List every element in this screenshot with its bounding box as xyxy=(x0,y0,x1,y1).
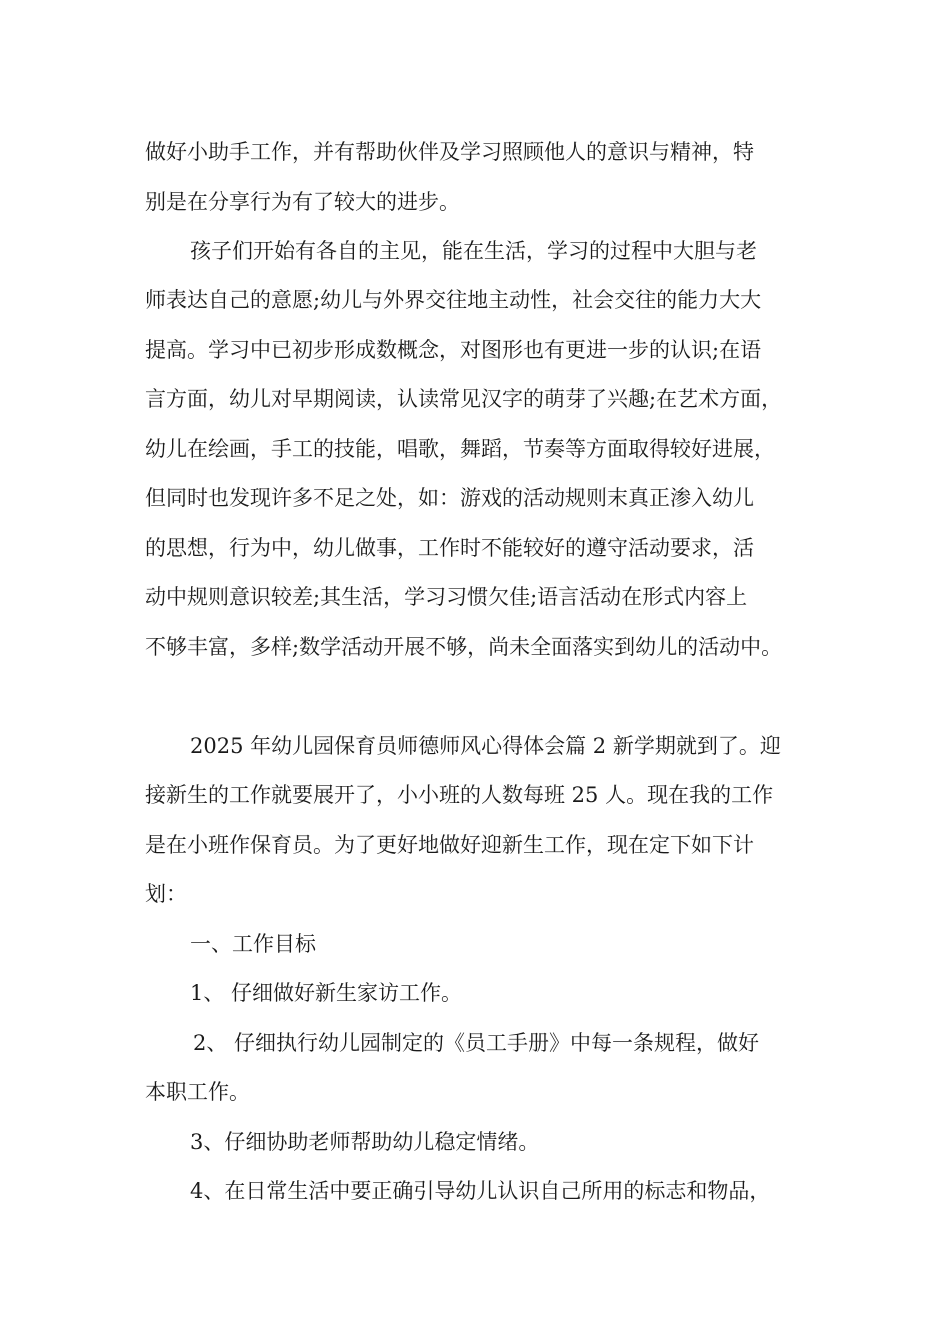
goal-item-3: 3、仔细协助老师帮助幼儿稳定情绪。 xyxy=(190,1130,540,1154)
paragraph-2-line-1: 孩子们开始有各自的主见，能在生活，学习的过程中大胆与老 xyxy=(190,239,757,263)
paragraph-2-line-2: 师表达自己的意愿;幼儿与外界交往地主动性，社会交往的能力大大 xyxy=(145,288,762,312)
paragraph-2-line-9: 不够丰富，多样;数学活动开展不够，尚未全面落实到幼儿的活动中。 xyxy=(145,635,783,659)
paragraph-1-line-1: 做好小助手工作，并有帮助伙伴及学习照顾他人的意识与精神，特 xyxy=(145,140,754,164)
paragraph-2-line-6: 但同时也发现许多不足之处，如：游戏的活动规则末真正渗入幼儿 xyxy=(145,486,754,510)
paragraph-1-line-2: 别是在分享行为有了较大的进步。 xyxy=(145,190,460,214)
paragraph-2-line-8: 动中规则意识较差;其生活，学习习惯欠佳;语言活动在形式内容上 xyxy=(145,585,748,609)
paragraph-2-line-4: 言方面，幼儿对早期阅读，认读常见汉字的萌芽了兴趣;在艺术方面， xyxy=(145,387,783,411)
goal-item-2-line-1: 2、 仔细执行幼儿园制定的《员工手册》中每一条规程，做好 xyxy=(193,1031,760,1055)
paragraph-2-line-5: 幼儿在绘画，手工的技能，唱歌，舞蹈，节奏等方面取得较好进展， xyxy=(145,437,775,461)
paragraph-2-line-7: 的思想，行为中，幼儿做事，工作时不能较好的遵守活动要求，活 xyxy=(145,536,754,560)
paragraph-3-line-4: 划： xyxy=(145,882,187,906)
paragraph-3-line-3: 是在小班作保育员。为了更好地做好迎新生工作，现在定下如下计 xyxy=(145,833,754,857)
goal-item-4: 4、在日常生活中要正确引导幼儿认识自己所用的标志和物品， xyxy=(190,1179,771,1203)
section-heading-goals: 一、工作目标 xyxy=(190,932,316,956)
paragraph-2-line-3: 提高。学习中已初步形成数概念，对图形也有更进一步的认识;在语 xyxy=(145,338,762,362)
goal-item-2-line-2: 本职工作。 xyxy=(145,1080,250,1104)
paragraph-3-line-2: 接新生的工作就要展开了，小小班的人数每班 25 人。现在我的工作 xyxy=(145,783,774,807)
paragraph-3-line-1: 2025 年幼儿园保育员师德师风心得体会篇 2 新学期就到了。迎 xyxy=(190,734,781,758)
goal-item-1: 1、 仔细做好新生家访工作。 xyxy=(190,981,463,1005)
